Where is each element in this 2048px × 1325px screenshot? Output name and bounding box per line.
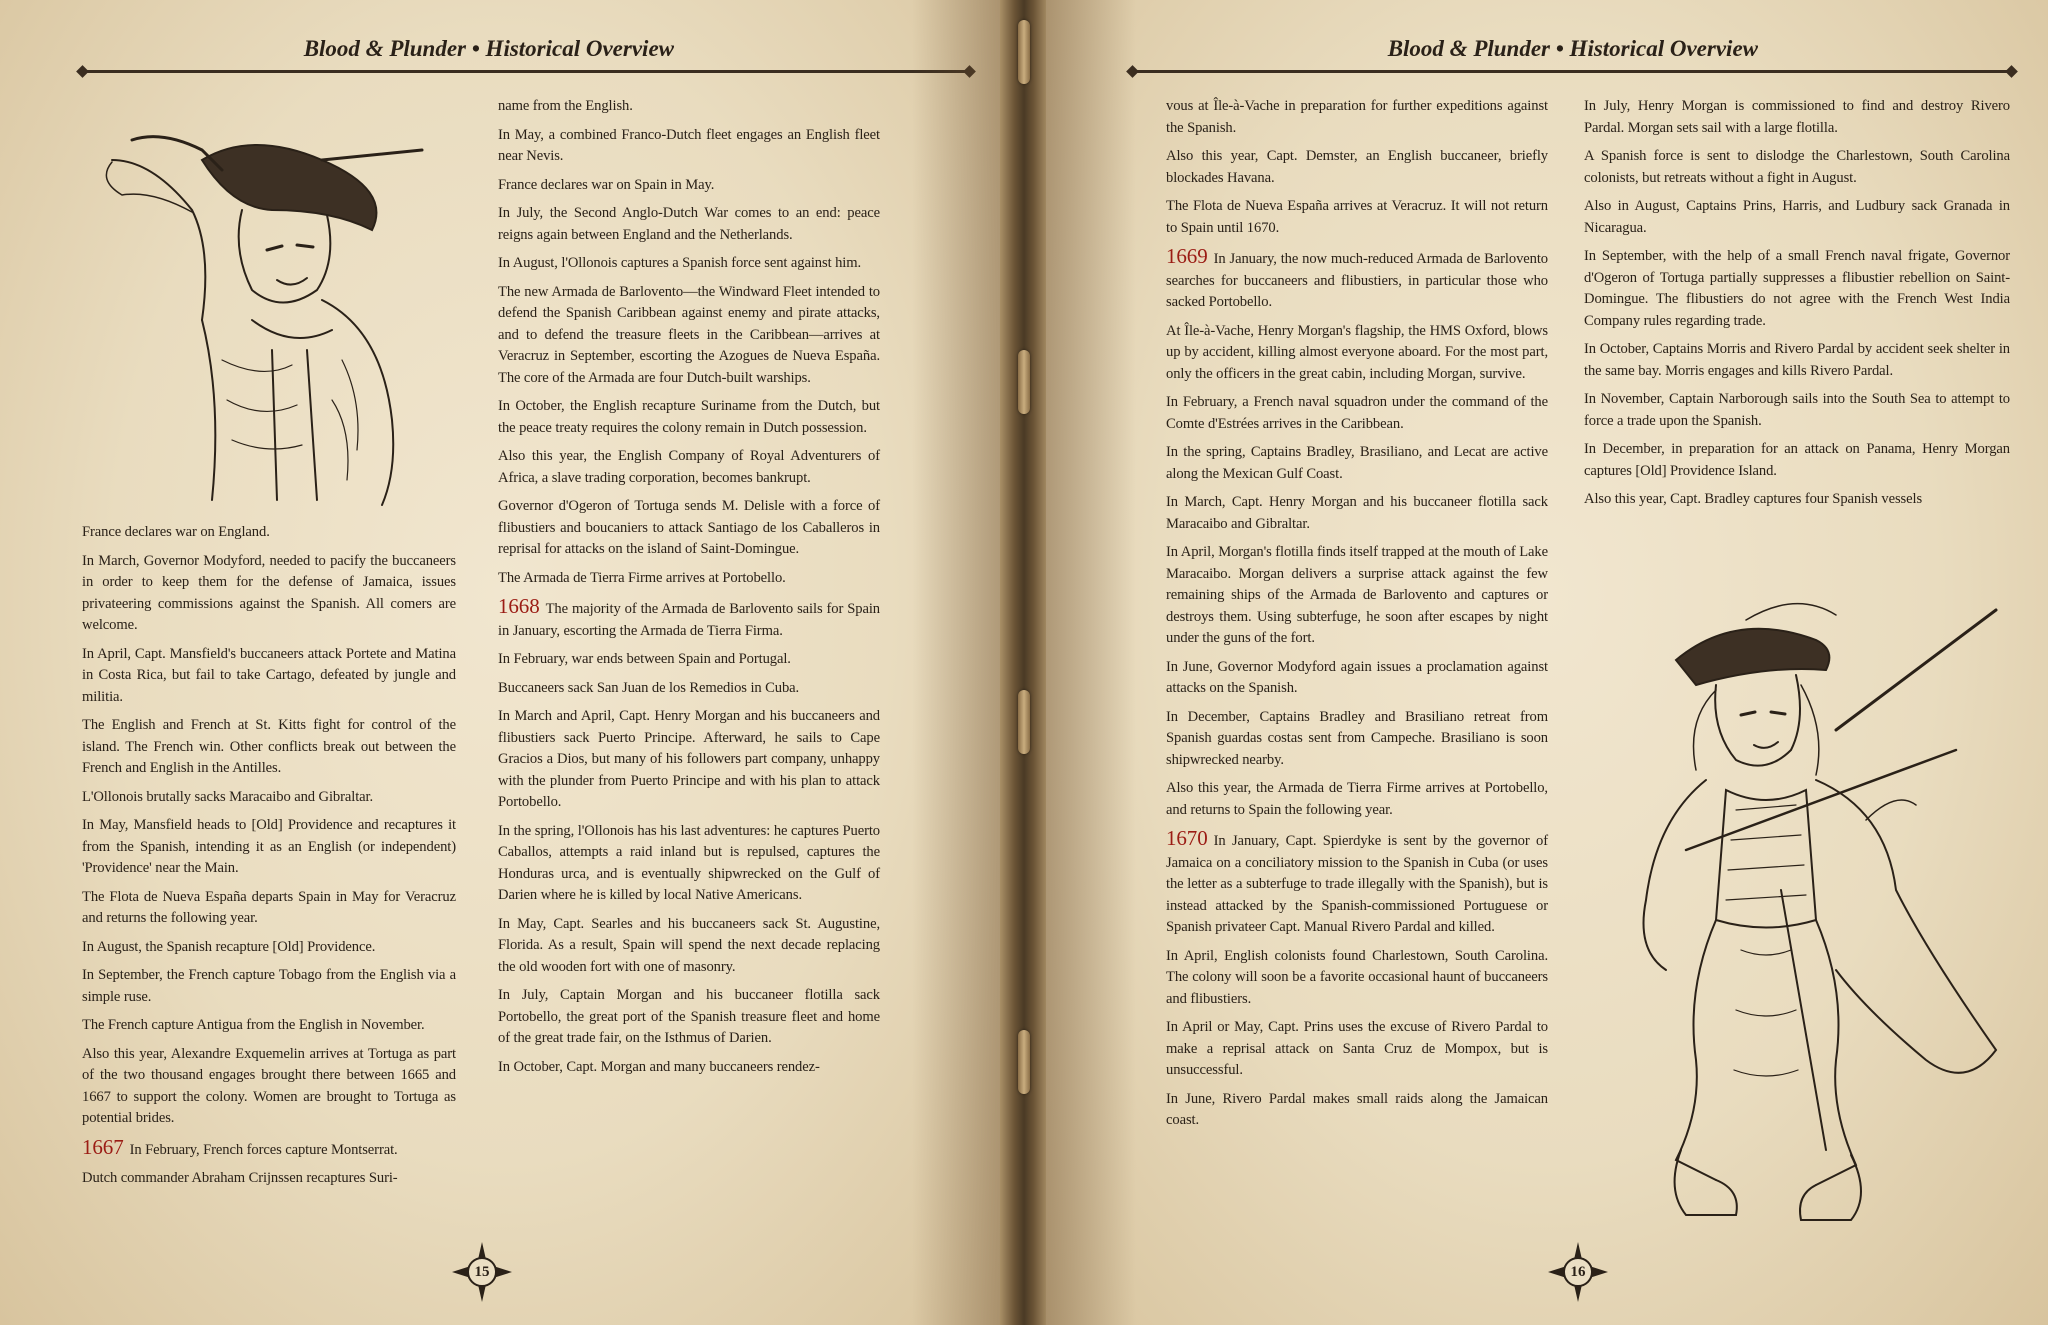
pirate-with-cutlass-icon <box>92 100 432 510</box>
year-heading-1669: 1669 <box>1166 244 1208 268</box>
entry: Also this year, Capt. Demster, an English buccaneer, briefly blockades Havana. <box>1166 148 1548 186</box>
entry-text: In January, the now much-reduced Armada de Barlovento searches for buccaneers and flibustiers, in particular those who sacked Portobello. <box>1166 251 1548 310</box>
entry: In August, l'Ollonois captures a Spanish force sent against him. <box>498 255 862 271</box>
entry: In October, the English recapture Suriname from the Dutch, but the peace treaty requires the colony remain in Dutch possession. <box>498 398 880 436</box>
entry: In October, Capt. Morgan and many buccaneers rendez- <box>498 1058 820 1075</box>
entry: In September, with the help of a small French naval frigate, Governor d'Ogeron of Tortuga partially suppresses a flibustier rebellion on Saint-Domingue. The flibustiers do not agree with the French West India Company rules regarding trade. <box>1584 248 2010 329</box>
entry: In March, Capt. Henry Morgan and his buccaneer flotilla sack Maracaibo and Gibraltar. <box>1166 494 1548 532</box>
book-gutter <box>1000 0 1048 1325</box>
entry: In November, Captain Narborough sails into the South Sea to attempt to force a trade upon the Spanish. <box>1584 391 2010 429</box>
entry: Also in August, Captains Prins, Harris, and Ludbury sack Granada in Nicaragua. <box>1584 198 2010 236</box>
entry: Governor d'Ogeron of Tortuga sends M. Delisle with a force of flibustiers and boucaniers to attack Santiago de los Caballeros in reprisal for attacks on the island of Saint-Domingue. <box>498 498 880 557</box>
entry: In December, Captains Bradley and Brasiliano retreat from Spanish guardas costas sent from Campeche. Brasiliano is soon shipwrecked nearby. <box>1166 708 1548 768</box>
entry: Buccaneers sack San Juan de los Remedios in Cuba. <box>498 679 800 696</box>
left-header-rule <box>84 70 968 73</box>
entry: L'Ollonois brutally sacks Maracaibo and Gibraltar. <box>82 788 374 805</box>
entry: The new Armada de Barlovento—the Windward Fleet intended to defend the Spanish Caribbean against enemy and pirate attacks, and to defend the treasure fleets in the Caribbean—arrives at Veracruz in September, escorting the Azogues de Nueva España. The core of the Armada are four Dutch-built warships. <box>498 283 880 386</box>
right-page <box>1046 0 2048 1325</box>
binding-stitch <box>1018 20 1030 84</box>
entry: In September, the French capture Tobago from the English via a simple ruse. <box>82 967 456 1005</box>
right-column-2 <box>1584 96 2010 518</box>
entry: Also this year, the English Company of Royal Adventurers of Africa, a slave trading corporation, becomes bankrupt. <box>498 448 880 486</box>
year-entry-1668 <box>498 596 880 642</box>
page-number-left <box>452 1242 512 1302</box>
entry: The Flota de Nueva España departs Spain in May for Veracruz and returns the following year. <box>82 888 456 926</box>
left-column-1 <box>82 522 456 1197</box>
entry: In April, Capt. Mansfield's buccaneers attack Portete and Matina in Costa Rica, but fail to take Cartago, defeated by jungle and militia. <box>82 645 456 705</box>
entry: In July, Henry Morgan is commissioned to find and destroy Rivero Pardal. Morgan sets sail with a large flotilla. <box>1584 98 2010 136</box>
entry: Dutch commander Abraham Crijnssen recaptures Suri- <box>82 1170 398 1186</box>
entry-text: In January, Capt. Spierdyke is sent by the governor of Jamaica on a conciliatory mission to the Spanish in Cuba (or uses the letter as a subterfuge to trade illegally with the Spanish), but is instead attacked by the Spanish-commissioned Portuguese or Spanish privateer Capt. Manual Rivero Pardal and killed. <box>1166 833 1548 935</box>
right-header-rule <box>1134 70 2010 73</box>
binding-stitch <box>1018 350 1030 414</box>
page-number-text: 16 <box>1570 1264 1586 1280</box>
right-page-header: Blood & Plunder • Historical Overview <box>1387 36 1758 61</box>
year-heading-1668: 1668 <box>498 594 540 618</box>
year-entry-1670 <box>1166 828 1548 939</box>
left-page-header: Blood & Plunder • Historical Overview <box>303 36 674 61</box>
year-heading-1667: 1667 <box>82 1134 124 1159</box>
officer-drawing-sword-icon <box>1566 590 2026 1230</box>
binding-stitch <box>1018 690 1030 754</box>
entry: In June, Governor Modyford again issues a proclamation against attacks on the Spanish. <box>1166 658 1548 696</box>
entry-text: The majority of the Armada de Barlovento sails for Spain in January, escorting the Armada de Tierra Firma. <box>498 601 880 639</box>
entry: In May, Capt. Searles and his buccaneers sack St. Augustine, Florida. As a result, Spain will spend the next decade replacing the old wooden fort with one of masonry. <box>498 915 880 975</box>
entry: In February, a French naval squadron under the command of the Comte d'Estrées arrives in the Caribbean. <box>1166 394 1548 432</box>
page-number-text: 15 <box>474 1264 490 1280</box>
entry: In February, war ends between Spain and Portugal. <box>498 651 791 667</box>
entry: In the spring, Captains Bradley, Brasiliano, and Lecat are active along the Mexican Gulf Coast. <box>1166 444 1548 482</box>
entry: A Spanish force is sent to dislodge the Charlestown, South Carolina colonists, but retreats without a fight in August. <box>1584 148 2010 186</box>
entry: name from the English. <box>498 98 633 114</box>
right-column-1 <box>1166 96 1548 1139</box>
entry: In March and April, Capt. Henry Morgan and his buccaneers and flibustiers sack Puerto Principe. Afterward, he sails to Cape Gracios a Dios, but many of his followers part company, unhappy with the plunder from Puerto Principe and with his plan to attack Portobello. <box>498 708 880 810</box>
entry: In July, Captain Morgan and his buccaneer flotilla sack Portobello, the great port of the Spanish treasure fleet and home of the great trade fair, on the Isthmus of Darien. <box>498 987 880 1046</box>
year-entry-1669 <box>1166 246 1548 314</box>
entry: France declares war on Spain in May. <box>498 176 715 193</box>
entry: In October, Captains Morris and Rivero Pardal by accident seek shelter in the same bay. Morris engages and kills Rivero Pardal. <box>1584 341 2010 379</box>
entry: In December, in preparation for an attack on Panama, Henry Morgan captures [Old] Providence Island. <box>1584 441 2010 479</box>
year-heading-1670: 1670 <box>1166 826 1208 850</box>
entry: In May, Mansfield heads to [Old] Providence and recaptures it from the Spanish, intending it as an English (or independent) 'Providence' near the Main. <box>82 817 456 876</box>
entry-text: In February, French forces capture Montserrat. <box>129 1141 398 1158</box>
entry: The Flota de Nueva España arrives at Veracruz. It will not return to Spain until 1670. <box>1166 198 1548 236</box>
entry: vous at Île-à-Vache in preparation for further expeditions against the Spanish. <box>1166 98 1548 136</box>
left-column-2 <box>498 96 880 1085</box>
entry: France declares war on England. <box>82 524 270 540</box>
entry: In April, English colonists found Charlestown, South Carolina. The colony will soon be a favorite occasional haunt of buccaneers and flibustiers. <box>1166 947 1548 1007</box>
left-page <box>0 0 1002 1325</box>
page-number-right <box>1548 1242 1608 1302</box>
year-entry-1667 <box>82 1134 456 1162</box>
entry: Also this year, Capt. Bradley captures four Spanish vessels <box>1584 491 1923 507</box>
entry: The English and French at St. Kitts fight for control of the island. The French win. Other conflicts break out between the French and English in the Antilles. <box>82 717 456 776</box>
entry: Also this year, the Armada de Tierra Firme arrives at Portobello, and returns to Spain the following year. <box>1166 780 1548 818</box>
entry: In July, the Second Anglo-Dutch War comes to an end: peace reigns again between England and the Netherlands. <box>498 205 880 243</box>
entry: In August, the Spanish recapture [Old] Providence. <box>82 938 376 955</box>
entry: In May, a combined Franco-Dutch fleet engages an English fleet near Nevis. <box>498 126 880 164</box>
entry: In the spring, l'Ollonois has his last adventures: he captures Puerto Caballos, attempts a raid inland but is repulsed, captures the Honduras urca, and is eventually shipwrecked on the Gulf of Darien where he is killed by local Native Americans. <box>498 822 880 903</box>
entry: The Armada de Tierra Firme arrives at Portobello. <box>498 569 786 586</box>
entry: At Île-à-Vache, Henry Morgan's flagship, the HMS Oxford, blows up by accident, killing almost everyone aboard. For the most part, only the officers in the great cabin, including Morgan, survive. <box>1166 322 1548 382</box>
entry: The French capture Antigua from the English in November. <box>82 1017 425 1033</box>
entry: In April, Morgan's flotilla finds itself trapped at the mouth of Lake Maracaibo. Morgan delivers a surprise attack against the few remaining ships of the Armada de Barlovento and captures or destroys them. Using subterfuge, he soon after escapes by night under the guns of the fort. <box>1166 544 1548 646</box>
entry: Also this year, Alexandre Exquemelin arrives at Tortuga as part of the two thousand engages brought there between 1665 and 1667 to support the colony. Women are brought to Tortuga as potential brides. <box>82 1045 456 1126</box>
entry: In April or May, Capt. Prins uses the excuse of Rivero Pardal to make a reprisal attack on Santa Cruz de Mompox, but is unsuccessful. <box>1166 1019 1548 1078</box>
entry: In March, Governor Modyford, needed to pacify the buccaneers in order to keep them for the defense of Jamaica, issues privateering commissions against the Spanish. All comers are welcome. <box>82 552 456 633</box>
binding-stitch <box>1018 1030 1030 1094</box>
entry: In June, Rivero Pardal makes small raids along the Jamaican coast. <box>1166 1090 1548 1128</box>
